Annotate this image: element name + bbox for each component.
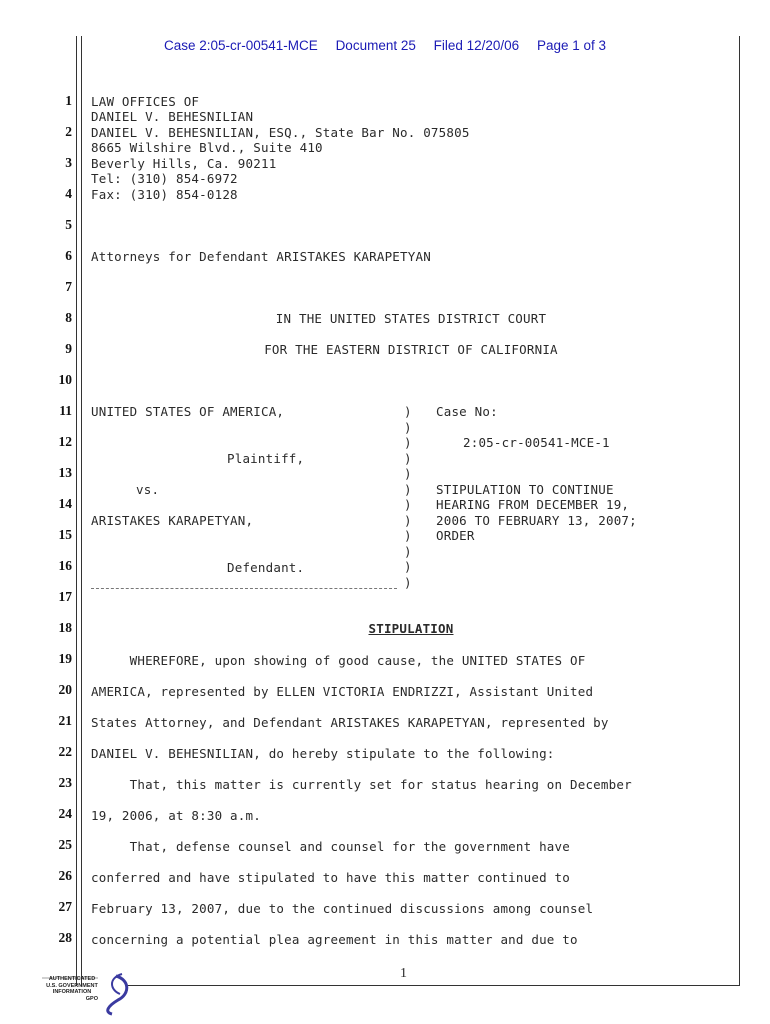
body-line: conferred and have stipulated to have this matter continued to	[91, 870, 570, 885]
body-line: 19, 2006, at 8:30 a.m.	[91, 808, 261, 823]
counsel-line: Beverly Hills, Ca. 90211	[91, 156, 277, 171]
document-title-line: HEARING FROM DECEMBER 19,	[436, 497, 630, 512]
line-number: 21	[58, 713, 72, 728]
counsel-line: DANIEL V. BEHESNILIAN, ESQ., State Bar No. 075805	[91, 125, 470, 140]
body-line: AMERICA, represented by ELLEN VICTORIA ENDRIZZI, Assistant United	[91, 684, 594, 699]
line-number: 25	[58, 837, 72, 852]
line-number: 10	[58, 372, 72, 387]
header-page-count: Page 1 of 3	[536, 38, 607, 53]
plaintiff-name: UNITED STATES OF AMERICA,	[91, 404, 285, 419]
header-filed-date: Filed 12/20/06	[433, 38, 520, 53]
line-number: 12	[58, 434, 72, 449]
line-number: 26	[58, 868, 72, 883]
header-case-number: Case 2:05-cr-00541-MCE	[163, 38, 318, 53]
document-title-line: 2006 TO FEBRUARY 13, 2007;	[436, 513, 637, 528]
seal-text	[42, 976, 102, 1002]
seal-text-line: INFORMATION	[52, 989, 92, 995]
defendant-role: Defendant.	[227, 560, 305, 575]
caption-parentheses: ) ) ) ) ) ) ) ) ) ) ) )	[404, 404, 412, 590]
seal-text-line: U.S. GOVERNMENT	[46, 982, 98, 989]
versus-label: vs.	[136, 482, 160, 497]
line-number: 11	[59, 403, 72, 418]
seal-text-line: AUTHENTICATED	[48, 976, 96, 982]
line-number: 7	[65, 279, 72, 294]
document-title-line: ORDER	[436, 528, 475, 543]
defendant-name: ARISTAKES KARAPETYAN,	[91, 513, 254, 528]
stipulation-heading	[91, 621, 731, 636]
seal-text-line: GPO	[85, 995, 98, 1002]
line-number: 27	[58, 899, 72, 914]
counsel-line: Tel: (310) 854-6972	[91, 171, 238, 186]
line-number: 16	[58, 558, 72, 573]
footer-rule	[126, 985, 740, 986]
line-number: 14	[58, 496, 72, 511]
line-number: 3	[65, 155, 72, 170]
header-document: Document 25	[335, 38, 416, 53]
body-line: That, defense counsel and counsel for the government have	[91, 839, 570, 854]
line-number: 4	[65, 186, 72, 201]
body-line: concerning a potential plea agreement in this matter and due to	[91, 932, 578, 947]
ecf-header	[0, 38, 770, 53]
line-number: 22	[58, 744, 72, 759]
left-margin-rule-inner	[81, 36, 82, 986]
attorneys-for-line: Attorneys for Defendant ARISTAKES KARAPETYAN	[91, 249, 431, 264]
court-district: FOR THE EASTERN DISTRICT OF CALIFORNIA	[264, 342, 558, 357]
line-number: 18	[58, 620, 72, 635]
counsel-line: LAW OFFICES OF	[91, 94, 200, 109]
left-margin-rule-outer	[76, 36, 77, 986]
body-line: That, this matter is currently set for status hearing on December	[91, 777, 632, 792]
line-number: 17	[58, 589, 72, 604]
page-number: 1	[400, 966, 407, 981]
line-number: 5	[65, 217, 72, 232]
line-number: 9	[65, 341, 72, 356]
line-number: 1	[65, 93, 72, 108]
body-line: DANIEL V. BEHESNILIAN, do hereby stipulate to the following:	[91, 746, 555, 761]
body-line: February 13, 2007, due to the continued discussions among counsel	[91, 901, 594, 916]
line-number: 24	[58, 806, 72, 821]
counsel-line: DANIEL V. BEHESNILIAN	[91, 109, 254, 124]
case-no-label: Case No:	[436, 404, 498, 419]
court-name: IN THE UNITED STATES DISTRICT COURT	[275, 311, 547, 326]
line-number: 28	[58, 930, 72, 945]
caption-underline	[91, 588, 397, 589]
right-margin-rule	[739, 36, 740, 986]
case-no-value: 2:05-cr-00541-MCE-1	[463, 435, 610, 450]
line-number: 13	[58, 465, 72, 480]
line-number: 6	[65, 248, 72, 263]
line-number: 20	[58, 682, 72, 697]
counsel-line: 8665 Wilshire Blvd., Suite 410	[91, 140, 323, 155]
line-number: 2	[65, 124, 72, 139]
document-title-line: STIPULATION TO CONTINUE	[436, 482, 614, 497]
body-line: States Attorney, and Defendant ARISTAKES KARAPETYAN, represented by	[91, 715, 609, 730]
plaintiff-role: Plaintiff,	[227, 451, 305, 466]
line-number: 19	[58, 651, 72, 666]
line-number: 8	[65, 310, 72, 325]
counsel-line: Fax: (310) 854-0128	[91, 187, 238, 202]
line-number: 15	[58, 527, 72, 542]
line-number: 23	[58, 775, 72, 790]
stipulation-heading-text: STIPULATION	[368, 621, 454, 636]
body-line: WHEREFORE, upon showing of good cause, the UNITED STATES OF	[91, 653, 586, 668]
